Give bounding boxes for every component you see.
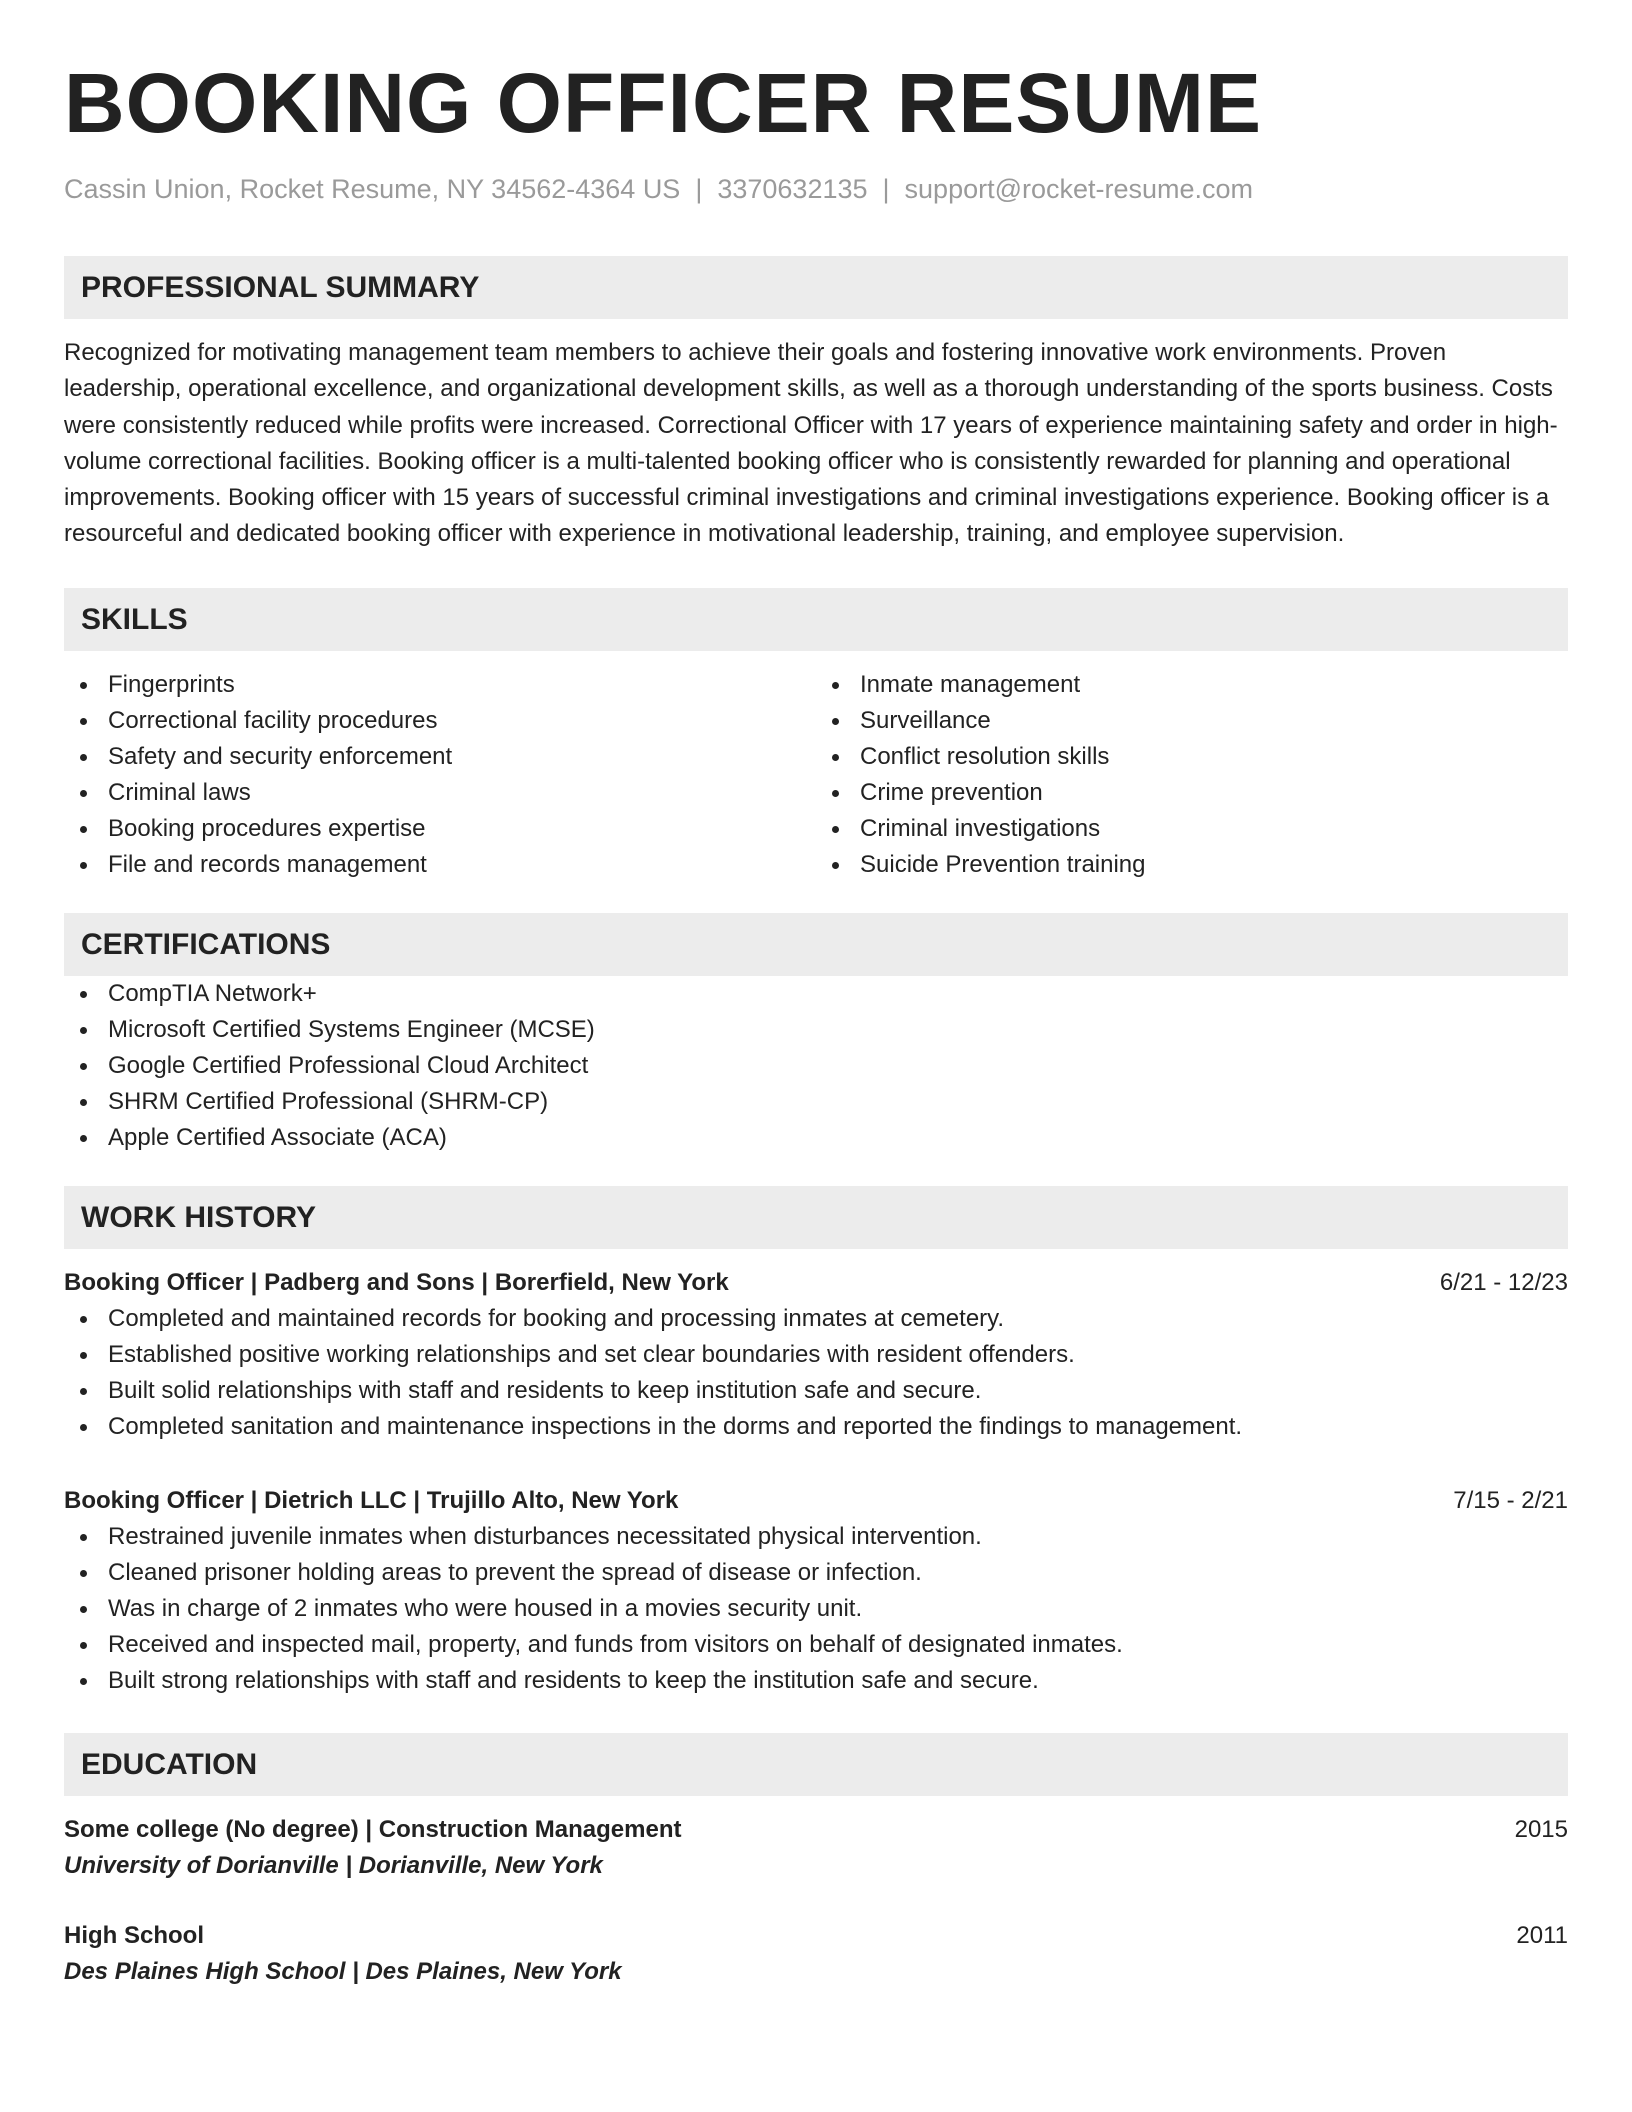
job-entry xyxy=(64,1483,1568,1699)
certifications-heading: CERTIFICATIONS xyxy=(64,913,1568,976)
education-entry xyxy=(64,1812,1568,1884)
skill-item: Booking procedures expertise xyxy=(64,811,816,847)
contact-line xyxy=(64,172,1568,206)
skill-item: Conflict resolution skills xyxy=(816,739,1568,775)
resume-title: BOOKING OFFICER RESUME xyxy=(64,56,1263,150)
job-duty-item: Built solid relationships with staff and residents to keep institution safe and secure. xyxy=(64,1373,1568,1409)
skill-item: Criminal laws xyxy=(64,775,816,811)
education-year: 2015 xyxy=(1514,1815,1568,1843)
certification-item: Microsoft Certified Systems Engineer (MCSE) xyxy=(64,1012,1568,1048)
job-duty-item: Completed sanitation and maintenance inspections in the dorms and reported the findings to management. xyxy=(64,1409,1568,1445)
certifications-list xyxy=(64,976,1568,1156)
contact-address: Cassin Union, Rocket Resume, NY 34562-4364 US xyxy=(64,174,681,204)
summary-heading: PROFESSIONAL SUMMARY xyxy=(64,256,1568,319)
education-heading: EDUCATION xyxy=(64,1733,1568,1796)
skill-item: Crime prevention xyxy=(816,775,1568,811)
job-dates: 6/21 - 12/23 xyxy=(1439,1268,1568,1296)
job-duty-item: Established positive working relationships and set clear boundaries with resident offenders. xyxy=(64,1337,1568,1373)
skills-list-right xyxy=(816,667,1568,883)
education-degree: Some college (No degree) | Construction Management xyxy=(64,1815,682,1843)
job-duty-item: Restrained juvenile inmates when disturbances necessitated physical intervention. xyxy=(64,1519,1568,1555)
skill-item: Surveillance xyxy=(816,703,1568,739)
skill-item: Correctional facility procedures xyxy=(64,703,816,739)
job-duty-item: Completed and maintained records for booking and processing inmates at cemetery. xyxy=(64,1301,1568,1337)
skills-column-right xyxy=(816,667,1568,883)
skill-item: Criminal investigations xyxy=(816,811,1568,847)
job-duty-item: Cleaned prisoner holding areas to prevent the spread of disease or infection. xyxy=(64,1555,1568,1591)
contact-email: support@rocket-resume.com xyxy=(904,174,1254,204)
job-duties-list xyxy=(64,1519,1568,1699)
job-duty-item: Was in charge of 2 inmates who were housed in a movies security unit. xyxy=(64,1591,1568,1627)
contact-separator: | xyxy=(695,174,703,204)
education-header xyxy=(64,1812,1568,1848)
job-entry xyxy=(64,1265,1568,1445)
education-entry xyxy=(64,1918,1568,1990)
job-title: Booking Officer | Dietrich LLC | Trujillo Alto, New York xyxy=(64,1486,679,1514)
skills-grid xyxy=(64,667,1568,883)
education-header xyxy=(64,1918,1568,1954)
job-duties-list xyxy=(64,1301,1568,1445)
skill-item: Inmate management xyxy=(816,667,1568,703)
job-duty-item: Built strong relationships with staff and residents to keep the institution safe and secure. xyxy=(64,1663,1568,1699)
education-year: 2011 xyxy=(1516,1921,1568,1949)
summary-text: Recognized for motivating management team members to achieve their goals and fostering innovative work environments. Proven leadership, operational excellence, and organizational development skills, as well as a thorough understanding of the sports business. Costs were consistently reduced while profits were increased. Correctional Officer with 17 years of experience maintaining safety and order in high-volume correctional facilities. Booking officer is a multi-talented booking officer who is consistently rewarded for planning and operational improvements. Booking officer with 15 years of successful criminal investigations and criminal investigations experience. Booking officer is a resourceful and dedicated booking officer with experience in motivational leadership, training, and employee supervision. xyxy=(64,339,1558,548)
skills-list-left xyxy=(64,667,816,883)
skill-item: Fingerprints xyxy=(64,667,816,703)
skill-item: File and records management xyxy=(64,847,816,883)
work-history-heading: WORK HISTORY xyxy=(64,1186,1568,1249)
certification-item: SHRM Certified Professional (SHRM-CP) xyxy=(64,1084,1568,1120)
job-header xyxy=(64,1483,1568,1519)
certification-item: Google Certified Professional Cloud Architect xyxy=(64,1048,1568,1084)
contact-phone: 3370632135 xyxy=(717,174,868,204)
certification-item: Apple Certified Associate (ACA) xyxy=(64,1120,1568,1156)
contact-separator: | xyxy=(882,174,890,204)
education-degree: High School xyxy=(64,1921,204,1949)
job-title: Booking Officer | Padberg and Sons | Borerfield, New York xyxy=(64,1268,729,1296)
job-dates: 7/15 - 2/21 xyxy=(1453,1486,1568,1514)
skills-heading: SKILLS xyxy=(64,588,1568,651)
education-school: Des Plaines High School | Des Plaines, New York xyxy=(64,1957,622,1985)
job-header xyxy=(64,1265,1568,1301)
certification-item: CompTIA Network+ xyxy=(64,976,1568,1012)
education-school: University of Dorianville | Dorianville, New York xyxy=(64,1851,603,1879)
skill-item: Suicide Prevention training xyxy=(816,847,1568,883)
job-duty-item: Received and inspected mail, property, and funds from visitors on behalf of designated inmates. xyxy=(64,1627,1568,1663)
skills-column-left xyxy=(64,667,816,883)
skill-item: Safety and security enforcement xyxy=(64,739,816,775)
